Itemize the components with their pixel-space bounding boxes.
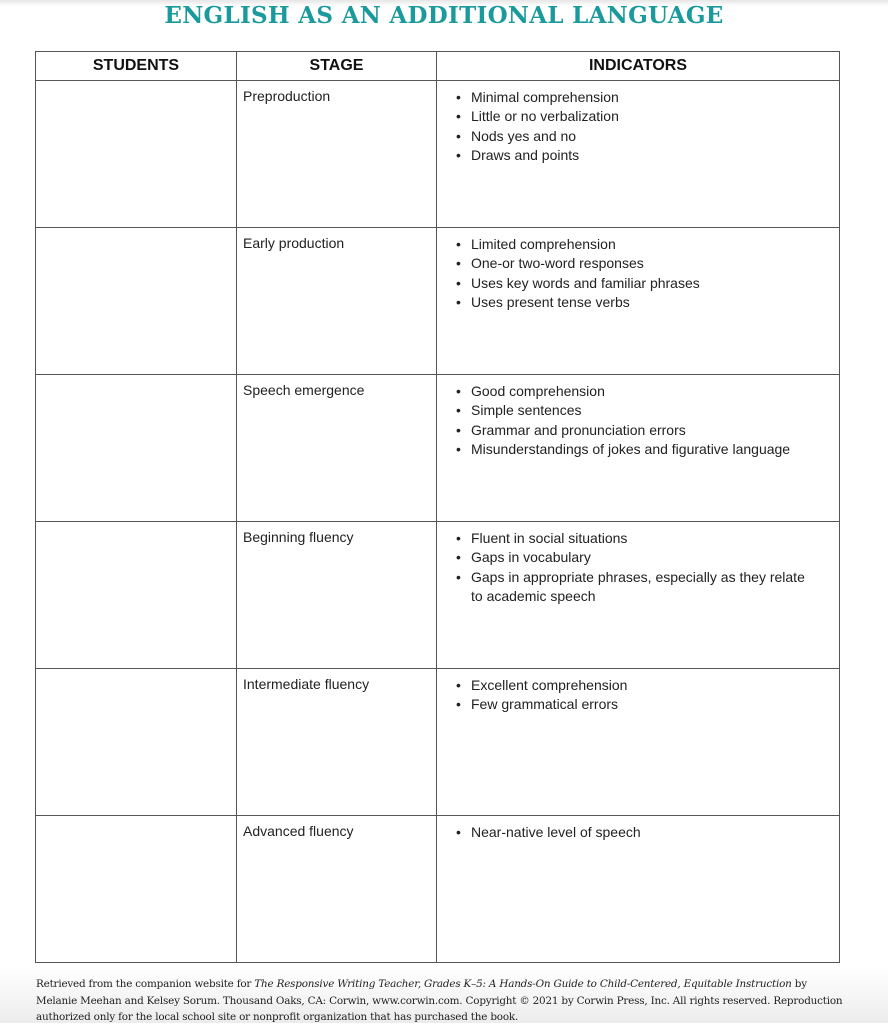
indicator-list [443,823,833,842]
indicators-cell [437,522,840,669]
indicator-list [443,382,833,460]
eal-stage-table [35,51,840,963]
footer-citation [36,976,851,1026]
header-students: STUDENTS [36,52,237,81]
indicator-item: • Uses present tense verbs [471,293,833,312]
table-row [36,522,840,669]
indicator-item: • Grammar and pronunciation errors [471,421,833,440]
indicator-list [443,88,833,166]
indicators-cell [437,669,840,816]
footer-authors: by Melanie Meehan and Kelsey Sorum. Thousand Oaks, CA: Corwin, www.corwin.com. Copyright © 2021 by Corwin Press, Inc. All rights reserved. [36,978,807,1007]
student-cell[interactable] [36,522,237,669]
student-cell[interactable] [36,228,237,375]
indicator-item: • One-or two-word responses [471,254,833,273]
indicator-list [443,235,833,313]
table-row [36,669,840,816]
indicators-cell [437,81,840,228]
footer-prefix: Retrieved from the companion website for [36,978,255,990]
footer [0,968,888,1023]
stage-cell: Beginning fluency [237,522,437,669]
indicator-list [443,529,833,607]
indicator-item: • Fluent in social situations [471,529,833,548]
table-row [36,228,840,375]
header-indicators: INDICATORS [437,52,840,81]
table-header-row [36,52,840,81]
stage-cell: Speech emergence [237,375,437,522]
indicator-item: • Little or no verbalization [471,107,833,126]
stage-cell: Advanced fluency [237,816,437,963]
indicators-cell [437,375,840,522]
indicators-cell [437,816,840,963]
student-cell[interactable] [36,816,237,963]
indicator-item: • Few grammatical errors [471,695,833,714]
page-title: ENGLISH AS AN ADDITIONAL LANGUAGE [164,2,724,29]
stage-cell: Intermediate fluency [237,669,437,816]
indicator-item: • Simple sentences [471,401,833,420]
indicator-item: • Excellent comprehension [471,676,833,695]
table-row [36,81,840,228]
indicator-item: • Minimal comprehension [471,88,833,107]
indicator-item: • Limited comprehension [471,235,833,254]
student-cell[interactable] [36,81,237,228]
student-cell[interactable] [36,669,237,816]
header-stage: STAGE [237,52,437,81]
indicator-item: • Uses key words and familiar phrases [471,274,833,293]
indicator-item: • Gaps in vocabulary [471,548,833,567]
indicator-item: • Misunderstandings of jokes and figurative language [471,440,833,459]
indicator-item: • Good comprehension [471,382,833,401]
indicator-list [443,676,833,715]
table-row [36,816,840,963]
table-row [36,375,840,522]
stage-cell: Preproduction [237,81,437,228]
footer-reproduction: Reproduction authorized only for the local school site or nonprofit organization that has purchased the book. [36,994,843,1023]
stage-cell: Early production [237,228,437,375]
indicator-item: • Gaps in appropriate phrases, especially as they relate to academic speech [471,568,833,607]
student-cell[interactable] [36,375,237,522]
footer-book-title: The Responsive Writing Teacher, Grades K–5: A Hands-On Guide to Child-Centered, Equitable Instruction [254,978,792,990]
indicator-item: • Nods yes and no [471,127,833,146]
indicator-item: • Draws and points [471,146,833,165]
indicator-item: • Near-native level of speech [471,823,833,842]
indicators-cell [437,228,840,375]
